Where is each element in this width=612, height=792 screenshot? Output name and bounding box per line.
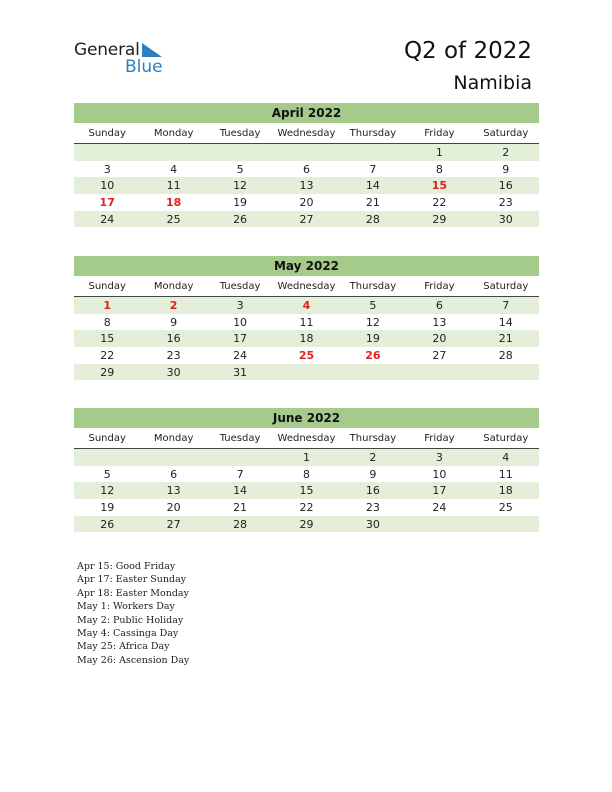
holiday-entry: May 2: Public Holiday <box>77 614 184 626</box>
day-cell: 21 <box>498 332 513 346</box>
day-cell: 30 <box>166 365 181 379</box>
day-cell: 13 <box>299 179 314 193</box>
day-cell: 31 <box>233 365 248 379</box>
day-cell <box>207 144 273 161</box>
country-name: Namibia <box>453 72 532 94</box>
holiday-day-cell: 1 <box>103 299 112 312</box>
weekday-label: Wednesday <box>277 128 336 139</box>
day-cell: 14 <box>498 315 513 329</box>
brand-logo <box>74 40 184 80</box>
day-cell: 3 <box>236 299 244 312</box>
day-cell: 20 <box>166 501 181 515</box>
day-cell: 15 <box>100 332 115 346</box>
day-cell: 14 <box>233 484 248 498</box>
day-cell: 20 <box>299 196 314 210</box>
month-title: May 2022 <box>74 256 539 276</box>
day-cell: 12 <box>100 484 115 498</box>
day-cell: 20 <box>432 332 447 346</box>
week-row <box>74 347 539 364</box>
week-row <box>74 449 539 466</box>
day-cell: 6 <box>302 162 310 176</box>
day-cell: 23 <box>498 196 513 210</box>
day-cell: 7 <box>369 162 377 176</box>
day-cell: 17 <box>432 484 447 498</box>
day-cell: 18 <box>498 484 513 498</box>
week-row <box>74 499 539 516</box>
weekday-label: Monday <box>153 128 194 139</box>
day-cell: 11 <box>166 179 181 193</box>
week-row <box>74 144 539 161</box>
weekday-label: Sunday <box>88 128 126 139</box>
week-row <box>74 297 539 314</box>
day-cell: 2 <box>502 146 510 159</box>
day-cell: 30 <box>365 517 380 531</box>
weekday-label: Wednesday <box>277 281 336 292</box>
day-cell <box>140 449 206 466</box>
day-cell: 29 <box>432 212 447 226</box>
day-cell: 22 <box>299 501 314 515</box>
weekday-label: Saturday <box>483 433 529 444</box>
day-cell: 24 <box>100 212 115 226</box>
day-cell: 25 <box>166 212 181 226</box>
logo-triangle-icon <box>142 43 162 57</box>
day-cell <box>273 364 339 381</box>
weekday-label: Tuesday <box>219 433 261 444</box>
day-cell: 19 <box>233 196 248 210</box>
day-cell <box>140 144 206 161</box>
weekday-label: Tuesday <box>219 281 261 292</box>
day-cell <box>273 144 339 161</box>
day-cell: 15 <box>299 484 314 498</box>
day-cell: 10 <box>432 467 447 481</box>
day-cell: 6 <box>170 467 178 481</box>
month-calendar-june <box>74 408 539 532</box>
day-cell: 3 <box>103 162 111 176</box>
day-cell: 16 <box>365 484 380 498</box>
day-cell: 5 <box>369 299 377 312</box>
day-cell: 5 <box>236 162 244 176</box>
day-cell: 28 <box>498 349 513 363</box>
day-cell: 8 <box>435 162 443 176</box>
day-cell <box>74 449 140 466</box>
month-calendar-may <box>74 256 539 380</box>
day-cell: 28 <box>233 517 248 531</box>
day-cell: 29 <box>299 517 314 531</box>
day-cell <box>207 449 273 466</box>
day-cell: 27 <box>299 212 314 226</box>
day-cell: 16 <box>166 332 181 346</box>
day-cell: 23 <box>365 501 380 515</box>
week-row <box>74 364 539 381</box>
weekday-header-row <box>74 279 539 297</box>
week-row <box>74 211 539 228</box>
holiday-entry: May 1: Workers Day <box>77 601 175 613</box>
month-calendar-april <box>74 103 539 227</box>
day-cell: 12 <box>233 179 248 193</box>
day-cell <box>340 144 406 161</box>
day-cell <box>406 516 472 533</box>
day-cell <box>340 364 406 381</box>
day-cell: 8 <box>302 467 310 481</box>
day-cell: 5 <box>103 467 111 481</box>
day-cell: 2 <box>369 451 377 464</box>
day-cell: 10 <box>233 315 248 329</box>
page-title: Q2 of 2022 <box>403 38 532 64</box>
day-cell: 9 <box>502 162 510 176</box>
holiday-day-cell: 17 <box>99 196 115 210</box>
day-cell <box>473 516 539 533</box>
holiday-entry: May 4: Cassinga Day <box>77 628 179 640</box>
week-row <box>74 314 539 331</box>
day-cell: 7 <box>502 299 510 312</box>
weekday-label: Wednesday <box>277 433 336 444</box>
day-cell: 22 <box>100 349 115 363</box>
week-row <box>74 516 539 533</box>
day-cell: 16 <box>498 179 513 193</box>
day-cell: 13 <box>166 484 181 498</box>
holiday-day-cell: 2 <box>169 299 178 312</box>
weekday-label: Thursday <box>349 433 397 444</box>
day-cell: 21 <box>365 196 380 210</box>
holiday-day-cell: 26 <box>365 349 381 363</box>
weekday-label: Tuesday <box>219 128 261 139</box>
weekday-label: Thursday <box>349 128 397 139</box>
day-cell: 18 <box>299 332 314 346</box>
day-cell: 30 <box>498 212 513 226</box>
week-row <box>74 466 539 483</box>
holiday-entry: May 26: Ascension Day <box>77 654 190 666</box>
day-cell: 26 <box>233 212 248 226</box>
weekday-label: Thursday <box>349 281 397 292</box>
day-cell: 17 <box>233 332 248 346</box>
day-cell: 9 <box>170 315 178 329</box>
month-title: April 2022 <box>74 103 539 123</box>
weekday-label: Saturday <box>483 128 529 139</box>
weekday-label: Saturday <box>483 281 529 292</box>
weekday-header-row <box>74 126 539 144</box>
day-cell: 23 <box>166 349 181 363</box>
weekday-label: Monday <box>153 433 194 444</box>
weekday-label: Friday <box>424 433 455 444</box>
logo-text-blue: Blue <box>125 57 163 77</box>
day-cell: 27 <box>432 349 447 363</box>
day-cell: 28 <box>365 212 380 226</box>
holiday-entry: Apr 18: Easter Monday <box>77 587 189 599</box>
day-cell: 26 <box>100 517 115 531</box>
day-cell: 9 <box>369 467 377 481</box>
day-cell <box>406 364 472 381</box>
day-cell: 14 <box>365 179 380 193</box>
holiday-list <box>77 560 189 667</box>
week-row <box>74 194 539 211</box>
day-cell: 19 <box>100 501 115 515</box>
day-cell: 10 <box>100 179 115 193</box>
day-cell: 12 <box>365 315 380 329</box>
day-cell: 19 <box>365 332 380 346</box>
week-row <box>74 330 539 347</box>
day-cell: 11 <box>299 315 314 329</box>
day-cell: 1 <box>302 451 310 464</box>
logo-text-general: General <box>74 40 140 60</box>
weekday-label: Sunday <box>88 433 126 444</box>
day-cell: 13 <box>432 315 447 329</box>
holiday-day-cell: 18 <box>165 196 182 210</box>
day-cell: 4 <box>502 451 510 464</box>
day-cell: 24 <box>432 501 447 515</box>
day-cell: 24 <box>233 349 248 363</box>
holiday-day-cell: 4 <box>302 299 311 312</box>
weekday-label: Friday <box>424 128 455 139</box>
week-row <box>74 177 539 194</box>
day-cell: 4 <box>170 162 178 176</box>
week-row <box>74 482 539 499</box>
day-cell: 22 <box>432 196 447 210</box>
day-cell: 11 <box>498 467 513 481</box>
day-cell: 8 <box>103 315 111 329</box>
holiday-day-cell: 15 <box>431 179 447 193</box>
day-cell: 7 <box>236 467 244 481</box>
day-cell: 29 <box>100 365 115 379</box>
holiday-day-cell: 25 <box>298 349 315 363</box>
day-cell: 3 <box>435 451 443 464</box>
day-cell <box>473 364 539 381</box>
day-cell: 27 <box>166 517 181 531</box>
weekday-label: Friday <box>424 281 455 292</box>
day-cell: 25 <box>498 501 513 515</box>
weekday-label: Sunday <box>88 281 126 292</box>
holiday-entry: Apr 17: Easter Sunday <box>77 574 187 586</box>
weekday-header-row <box>74 431 539 449</box>
holiday-entry: Apr 15: Good Friday <box>77 561 176 572</box>
day-cell: 21 <box>233 501 248 515</box>
day-cell: 6 <box>435 299 443 312</box>
holiday-entry: May 25: Africa Day <box>77 641 170 653</box>
month-title: June 2022 <box>74 408 539 428</box>
week-row <box>74 161 539 178</box>
weekday-label: Monday <box>153 281 194 292</box>
day-cell <box>74 144 140 161</box>
day-cell: 1 <box>435 146 443 159</box>
